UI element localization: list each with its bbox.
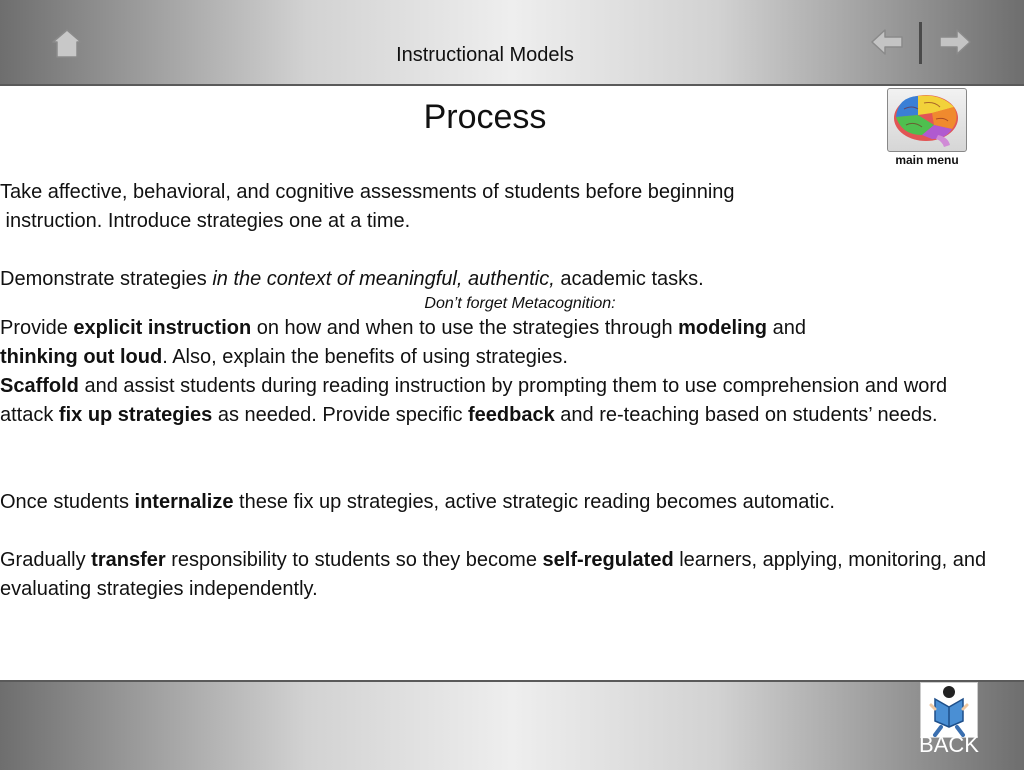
back-button[interactable] xyxy=(918,682,980,758)
brain-icon-frame[interactable] xyxy=(887,88,967,152)
reading-person-frame[interactable] xyxy=(920,682,978,738)
arrow-left-icon[interactable] xyxy=(870,28,904,56)
content-body xyxy=(0,178,1020,604)
nav-separator xyxy=(919,22,922,64)
arrow-right-icon[interactable] xyxy=(938,28,972,56)
assessment-line-1: Take affective, behavioral, and cognitive assessments of students before beginning xyxy=(0,181,735,203)
main-menu-label: main menu xyxy=(895,153,959,167)
metacognition-note: Don’t forget Metacognition: xyxy=(424,295,616,312)
main-menu-button[interactable] xyxy=(886,88,968,167)
reading-person-icon[interactable] xyxy=(921,683,977,737)
back-label[interactable]: BACK xyxy=(919,732,979,757)
bottom-toolbar xyxy=(0,680,1024,770)
transfer-paragraph: Gradually transfer responsibility to students so they become self-regulated learners, applying, monitoring, and evaluating strategies independently. xyxy=(0,549,987,600)
internalize-paragraph: Once students internalize these fix up strategies, active strategic reading becomes automatic. xyxy=(0,491,835,513)
assessment-line-2: instruction. Introduce strategies one at a time. xyxy=(0,210,411,232)
scaffold-paragraph: Scaffold and assist students during reading instruction by prompting them to use comprehension and word attack fix up strategies as needed. Provide specific feedback and re-teaching based on students’ needs. xyxy=(0,375,948,426)
brain-icon[interactable] xyxy=(888,89,966,151)
page-title: Process xyxy=(423,98,547,136)
explicit-instruction-paragraph: Provide explicit instruction on how and when to use the strategies through modeling and thinking out loud. Also, explain the benefits of using strategies. xyxy=(0,317,806,368)
demonstrate-paragraph: Demonstrate strategies in the context of meaningful, authentic, academic tasks. xyxy=(0,268,704,290)
top-toolbar xyxy=(0,0,1024,86)
app-title: Instructional Models xyxy=(396,44,574,66)
